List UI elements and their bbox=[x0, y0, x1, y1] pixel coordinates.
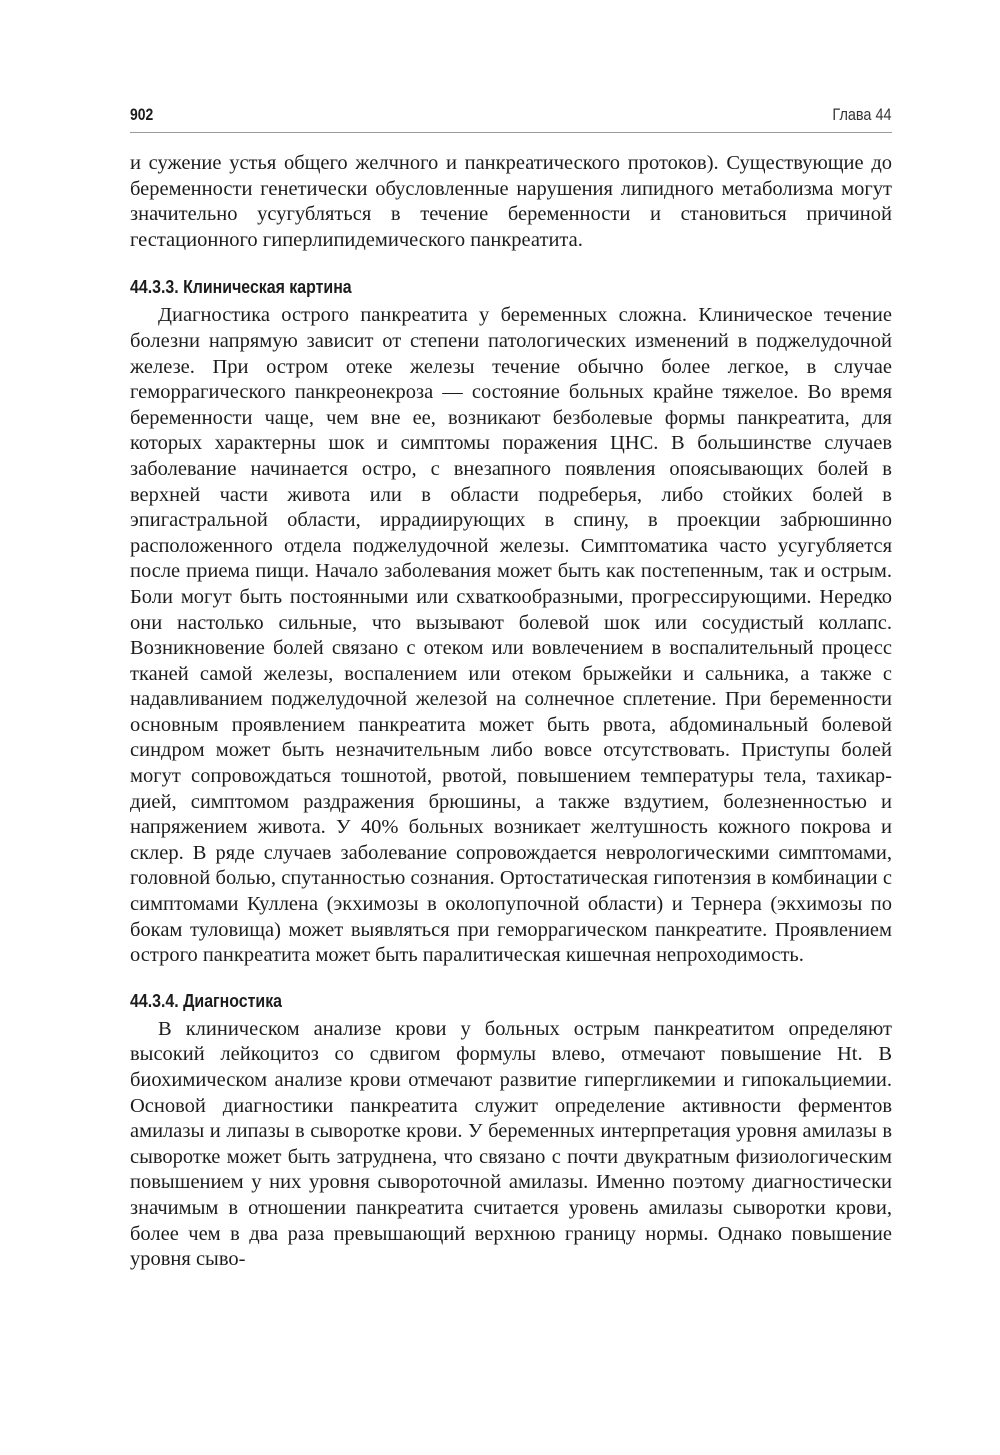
continuation-paragraph: и сужение устья общего желчного и панкреатического протоков). Существующие до беременности генетически обусловленные нарушения липидного метаболизма могут значительно усугубляться в течение беременности и становиться причиной гестационного гиперлипидемического панкреатита. bbox=[130, 152, 892, 251]
book-page bbox=[130, 104, 892, 1273]
section-heading-clinical-picture: 44.3.3. Клиническая картина bbox=[130, 276, 352, 298]
section-heading-diagnostics: 44.3.4. Диагностика bbox=[130, 989, 283, 1011]
running-header bbox=[130, 104, 892, 133]
section-paragraph-diagnostics: В клиническом анализе крови у больных острым панкреатитом определяют высокий лейкоцитоз со сдвигом формулы влево, отмечают повышение Ht. В биохимическом анализе крови отмечают развитие гипергликемии и гипокальциемии. Основой диагностики панкреатита служит определение активности ферментов амилазы и липазы в сыворотке крови. У беременных интерпретация уровня амилазы в сыворотке может быть затруднена, что связано с почти двукратным физиологическим повышением у них уровня сывороточной амилазы. Именно поэтому диагностически значимым в отношении панкреатита считается уровень амилазы сыворотки крови, более чем в два раза превышающий верхнюю границу нормы. Однако повышение уровня сыво- bbox=[130, 1017, 892, 1271]
page-number: 902 bbox=[130, 105, 154, 124]
chapter-label: Глава 44 bbox=[832, 105, 892, 124]
section-paragraph-clinical-picture: Диагностика острого панкреатита у беременных сложна. Клиническое течение болезни напрямую зависит от степени патологических изменений в поджелудочной железе. При остром отеке железы течение обычно более легкое, в случае геморрагического панкреонекроза — состояние больных крайне тяжелое. Во время беременности чаще, чем вне ее, возникают безболевые формы панкреатита, для которых характерны шок и симптомы поражения ЦНС. В большинстве случаев заболевание начинается остро, с внезапного появления опоясывающих болей в верхней части живота или в области подреберья, либо стойких болей в эпигастральной области, иррадиирующих в спину, в проекции забрюшинно расположенного отдела поджелудочной железы. Симптоматика часто усугубляется после приема пищи. Начало заболевания может быть как постепенным, так и острым. Боли могут быть постоянными или схваткообразными, прогрессирующими. Нередко они настолько сильные, что вызывают болевой шок или сосудистый коллапс. Возникновение болей связано с отеком или вовлечением в воспалительный процесс тканей самой железы, воспалением или отеком брыжейки и сальника, а также с надавливанием поджелудочной железой на солнечное сплетение. При беременности основным проявлением панкреатита может быть рвота, абдоминальный болевой синдром может быть незначительным либо вовсе отсутствовать. Приступы болей могут сопровождаться тошнотой, рвотой, повышением температуры тела, тахикардией, симптомом раздражения брюшины, а также вздутием, болезненностью и напряжением живота. У 40% больных возникает желтушность кожного покрова и склер. В ряде случаев заболевание сопровождается неврологическими симптомами, головной болью, спутанностью сознания. Ортостатическая гипотензия в комбинации с симптомами Куллена (экхимозы в околопупочной области) и Тернера (экхимозы по бокам туловища) может выявляться при геморрагическом панкреатите. Проявлением острого панкреатита может быть паралитическая кишечная непроходимость. bbox=[130, 304, 892, 967]
